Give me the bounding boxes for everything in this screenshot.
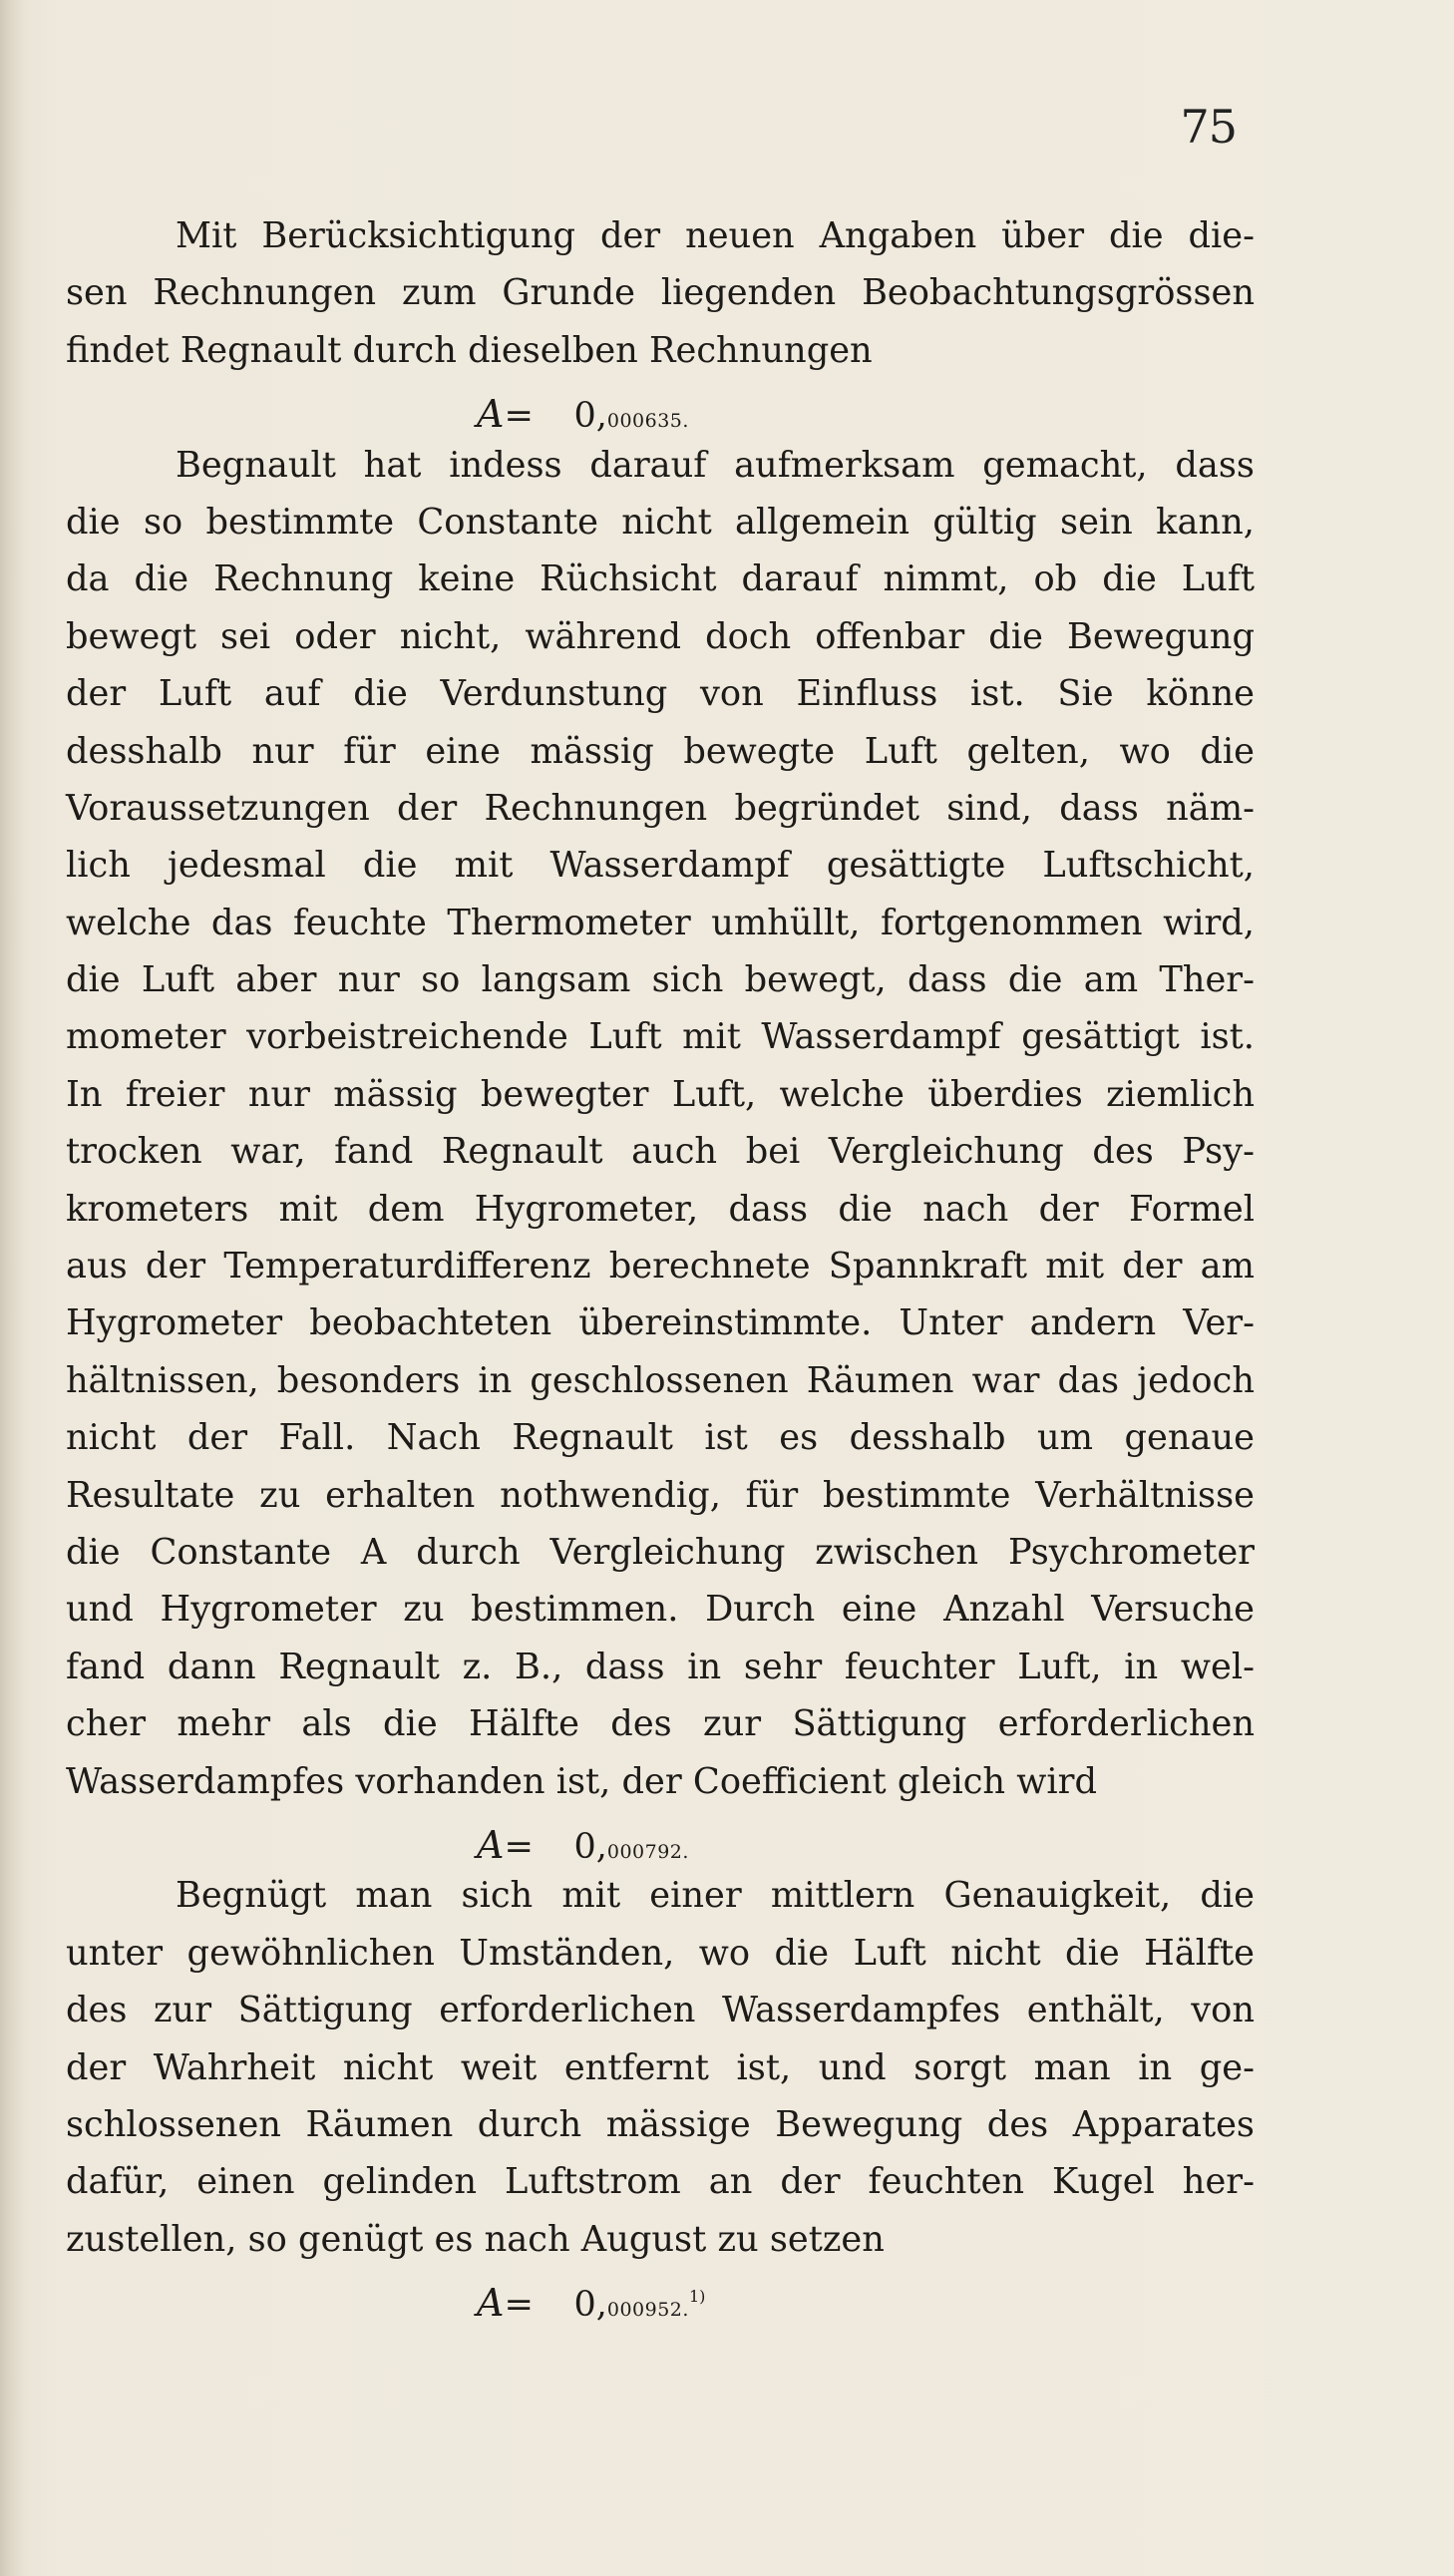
text-line: trocken war, fand Regnault auch bei Vergleichung des Psy-	[66, 1131, 1255, 1173]
text-line: welche das feuchte Thermometer umhüllt, fortgenommen wird,	[66, 902, 1255, 943]
text-line: die so bestimmte Constante nicht allgemein gültig sein kann,	[66, 501, 1255, 543]
formula-integer: 0,	[573, 2285, 607, 2326]
text-line: findet Regnault durch dieselben Rechnungen	[66, 329, 873, 371]
text-line: Resultate zu erhalten nothwendig, für bestimmte Verhältnisse	[66, 1474, 1255, 1516]
text-line: In freier nur mässig bewegter Luft, welche überdies ziemlich	[66, 1073, 1255, 1115]
text-line: des zur Sättigung erforderlichen Wasserdampfes enthält, von	[66, 1990, 1255, 2031]
text-line: dafür, einen gelinden Luftstrom an der feuchten Kugel her-	[66, 2161, 1255, 2203]
formula-variable: A	[477, 392, 505, 437]
text-line: Begnügt man sich mit einer mittlern Genauigkeit, die	[176, 1875, 1255, 1917]
text-line: sen Rechnungen zum Grunde liegenden Beobachtungsgrössen	[66, 272, 1255, 314]
formula-digits: 000792.	[606, 1840, 689, 1863]
text-line: Wasserdampfes vorhanden ist, der Coefficient gleich wird	[66, 1760, 1097, 1802]
text-line: bewegt sei oder nicht, während doch offenbar die Bewegung	[66, 615, 1255, 657]
text-line: die Constante A durch Vergleichung zwischen Psychrometer	[66, 1531, 1255, 1573]
formula-integer: 0,	[573, 396, 607, 437]
text-line: mometer vorbeistreichende Luft mit Wasserdampf gesättigt ist.	[66, 1016, 1255, 1058]
formula-variable: A	[477, 2281, 505, 2326]
formula-digits: 000635.	[606, 410, 689, 433]
formula	[66, 379, 1255, 436]
text-line: der Luft auf die Verdunstung von Einfluss ist. Sie könne	[66, 673, 1255, 715]
text-line: krometers mit dem Hygrometer, dass die nach der Formel	[66, 1188, 1255, 1230]
formula	[66, 1810, 1255, 1867]
formula-equals: =	[504, 2284, 534, 2326]
text-line: hältnissen, besonders in geschlossenen Räumen war das jedoch	[66, 1359, 1255, 1401]
text-line: desshalb nur für eine mässig bewegte Luft gelten, wo die	[66, 730, 1255, 772]
text-line: da die Rechnung keine Rüchsicht darauf nimmt, ob die Luft	[66, 558, 1255, 600]
text-line: Voraussetzungen der Rechnungen begründet sind, dass näm-	[66, 787, 1255, 829]
text-line: der Wahrheit nicht weit entfernt ist, und sorgt man in ge-	[66, 2046, 1255, 2088]
text-line: Begnault hat indess darauf aufmerksam gemacht, dass	[176, 444, 1255, 486]
text-line: Mit Berücksichtigung der neuen Angaben über die die-	[176, 215, 1255, 256]
text-line: cher mehr als die Hälfte des zur Sättigung erforderlichen	[66, 1703, 1255, 1745]
footnote-marker: 1)	[688, 2287, 706, 2307]
text-line: aus der Temperaturdifferenz berechnete Spannkraft mit der am	[66, 1246, 1255, 1288]
body-text	[66, 207, 1255, 2325]
text-line: zustellen, so genügt es nach August zu setzen	[66, 2218, 885, 2260]
text-line: und Hygrometer zu bestimmen. Durch eine Anzahl Versuche	[66, 1589, 1255, 1631]
text-line: unter gewöhnlichen Umständen, wo die Luft nicht die Hälfte	[66, 1932, 1255, 1974]
page-number: 75	[1180, 100, 1237, 154]
text-line: Hygrometer beobachteten übereinstimmte. Unter andern Ver-	[66, 1302, 1255, 1344]
formula-digits: 000952.	[606, 2299, 689, 2322]
text-line: lich jedesmal die mit Wasserdampf gesättigte Luftschicht,	[66, 845, 1255, 887]
text-line: fand dann Regnault z. B., dass in sehr feuchter Luft, in wel-	[66, 1646, 1255, 1687]
formula-integer: 0,	[573, 1826, 607, 1867]
text-line: die Luft aber nur so langsam sich bewegt, dass die am Ther-	[66, 959, 1255, 1001]
text-line: schlossenen Räumen durch mässige Bewegung des Apparates	[66, 2103, 1255, 2145]
formula-equals: =	[504, 1825, 534, 1867]
formula	[66, 2268, 1255, 2325]
formula-equals: =	[504, 395, 534, 437]
formula-variable: A	[477, 1822, 505, 1867]
text-line: nicht der Fall. Nach Regnault ist es desshalb um genaue	[66, 1417, 1255, 1459]
